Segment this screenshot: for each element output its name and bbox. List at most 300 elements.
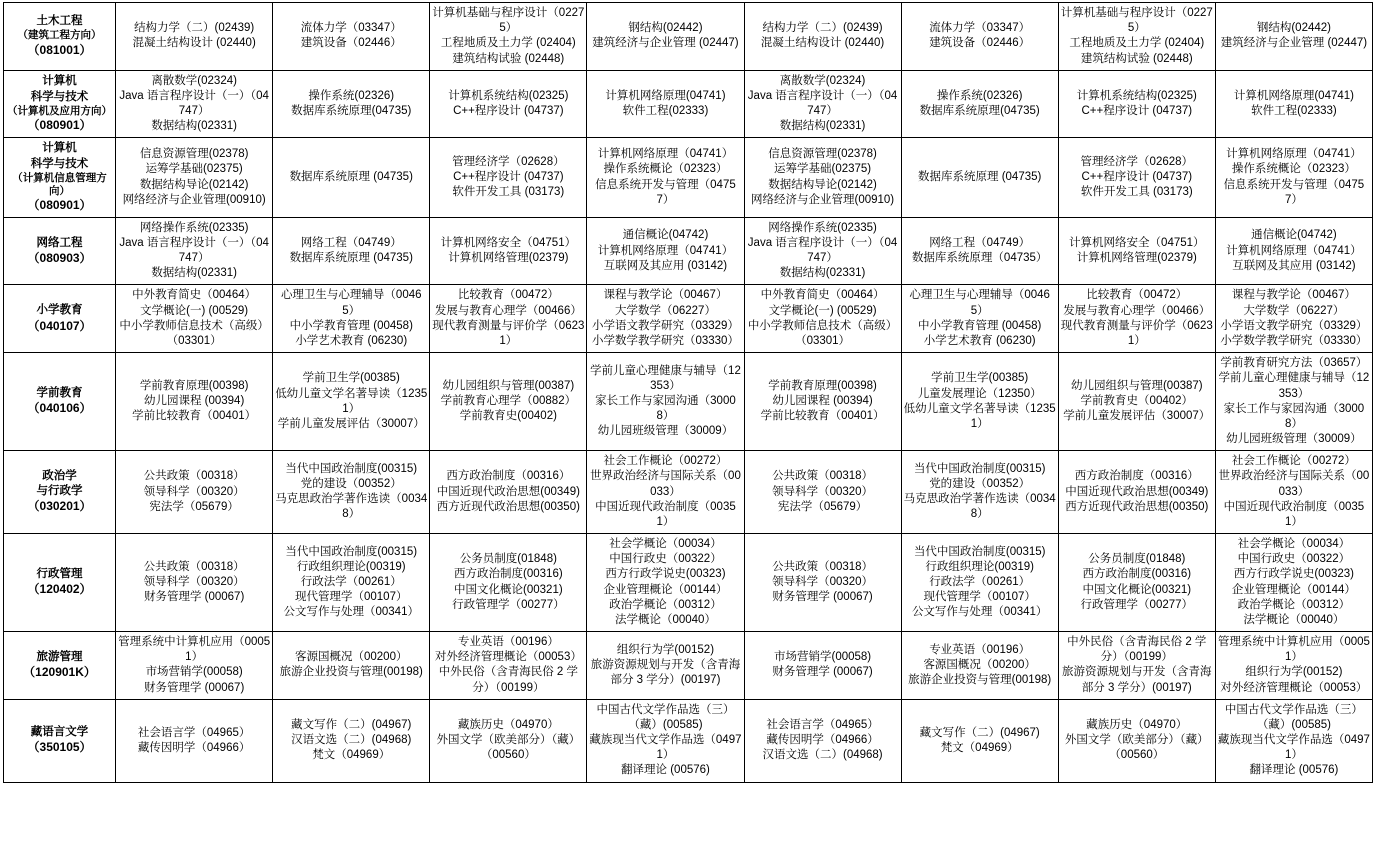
course-entry: 比较教育（00472） [1086,289,1188,302]
course-entry: 翻译理论 (00576) [1249,764,1339,777]
course-cell [116,353,273,451]
course-entry: 管理经济学（02628） [452,155,565,168]
course-entry: 外国文学（欧美部分）（藏）（00560） [1064,734,1209,762]
table-row [4,285,1373,353]
course-entry: 学前卫生学(00385) [931,372,1029,385]
course-cell [744,70,901,138]
course-entry: 学前儿童心理健康与辅导（12353） [590,364,741,392]
course-entry: 梵文（04969） [312,749,391,762]
course-entry: 当代中国政治制度(00315) [285,545,418,558]
course-entry: 专业英语（00196） [929,643,1031,656]
course-entry: 信息资源管理(02378) [768,148,877,161]
course-entry: 宪法学（05679） [149,500,239,513]
course-entry: 藏传因明学（04966） [766,734,879,747]
course-entry: 操作系统概论（02323） [603,163,728,176]
course-entry: 计算机基础与程序设计（02275） [1060,7,1213,35]
course-entry: 建筑经济与企业管理 (02447) [1220,37,1368,50]
course-cell [1215,632,1372,700]
course-entry: 建筑设备（02446） [300,37,402,50]
course-entry: 小学语文教学研究（03329） [1220,319,1368,332]
course-cell [587,138,744,217]
course-entry: 计算机网络原理(04741) [605,89,726,102]
course-entry: 马克思政治学著作选读（00348） [275,493,428,521]
course-entry: 中外民俗（含青海民俗 2 学分）（00199） [1067,636,1207,664]
course-entry: 数据结构导论(02142) [139,178,249,191]
course-entry: 课程与教学论（00467） [603,289,728,302]
course-cell [587,353,744,451]
course-entry: 中国近现代政治制度（00351） [1223,500,1365,528]
course-entry: 软件工程(02333) [622,105,709,118]
major-name-line: 政治学 [42,470,77,483]
course-cell [1058,699,1215,782]
course-entry: 学前儿童发展评估（30007） [277,417,425,430]
course-cell [1215,138,1372,217]
course-cell [587,285,744,353]
course-entry: 旅游资源规划与开发（含青海部分 3 学分）(00197) [590,658,741,687]
course-entry: 互联网及其应用 (03142) [1232,259,1356,272]
course-entry: 中国行政史（00322） [609,553,722,566]
course-entry: 小学艺术教育 (06230) [295,335,408,347]
course-cell [273,699,430,782]
course-entry: 马克思政治学著作选读（00348） [903,493,1056,521]
course-entry: 中国行政史（00322） [1237,553,1351,566]
major-direction-label: （计算机信息管理方向） [12,171,107,197]
course-entry: 管理经济学（02628） [1080,155,1194,168]
course-entry: 当代中国政治制度(00315) [913,462,1046,475]
major-name-line: 土木工程 [36,15,83,28]
course-cell [1058,632,1215,700]
major-name-line: 计算机 [42,142,77,155]
course-entry: 建筑结构试验 (02448) [452,52,565,65]
table-row [4,632,1373,700]
table-row [4,699,1373,782]
course-entry: 中小学教育管理 (00458) [289,319,413,332]
course-cell [744,138,901,217]
course-entry: 法学概论（00040） [1243,613,1345,626]
course-entry: 信息系统开发与管理（04757） [595,178,736,206]
course-entry: 计算机网络原理（04741） [597,244,734,257]
course-entry: 通信概论(04742) [1251,229,1337,242]
course-entry: 计算机网络管理(02379) [1076,252,1197,265]
course-entry: 行政管理学（00277） [1080,598,1194,611]
course-entry: 财务管理学 (00067) [143,591,245,604]
course-entry: 数据结构(02331) [779,120,866,133]
major-name-line: 科学与技术 [30,90,89,103]
course-entry: 计算机网络原理（04741） [597,148,734,161]
course-entry: 梵文（04969） [940,741,1019,754]
course-entry: 网络工程（04749） [929,236,1031,249]
course-cell [587,699,744,782]
major-code: （030201） [27,499,92,514]
course-entry: 法学概论（00040） [614,613,716,626]
major-direction-label: （计算机及应用方向） [7,104,113,117]
course-cell [1215,353,1372,451]
course-cell [1215,534,1372,632]
course-cell [901,217,1058,285]
course-entry: 运筹学基础(02375) [145,163,243,176]
course-cell [430,353,587,451]
course-entry: 世界政治经济与国际关系（00033） [1218,470,1370,498]
course-entry: 党的建设（00352） [929,477,1031,490]
course-entry: 心理卫生与心理辅导（00465） [280,289,422,317]
course-cell [901,353,1058,451]
major-name-line: 藏语言文学 [30,726,89,739]
course-entry: 数据结构(02331) [151,267,237,280]
course-cell [116,138,273,217]
course-cell [901,138,1058,217]
course-entry: 中国近现代政治思想(00349) [436,485,580,498]
course-entry: 钢结构(02442) [1256,22,1331,35]
course-entry: 公务员制度(01848) [459,553,557,566]
course-entry: 学前教育心理学（00882） [440,395,577,408]
course-entry: 政治学概论（00312） [1237,598,1351,611]
course-entry: 信息资源管理(02378) [139,148,249,161]
course-entry: 对外经济管理概论（00053） [1220,681,1368,694]
course-cell [587,217,744,285]
course-entry: 企业管理概论（00144） [1231,583,1356,596]
course-cell [273,353,430,451]
course-entry: 数据结构(02331) [779,267,866,280]
course-cell [273,632,430,700]
course-cell [1058,451,1215,534]
course-entry: 中外民俗（含青海民俗 2 学分）（00199） [438,666,578,694]
course-entry: 计算机网络原理（04741） [1226,244,1362,257]
course-cell [273,285,430,353]
course-entry: 西方近现代政治思想(00350) [1065,500,1209,513]
course-entry: 小学数学教学研究（03330） [1220,335,1368,347]
course-entry: 离散数学(02324) [151,74,237,87]
course-entry: 结构力学（二）(02439) [762,22,883,35]
course-cell [116,3,273,71]
major-name-cell [4,3,116,71]
course-entry: 中国近现代政治制度（00351） [595,500,736,528]
course-entry: 中国古代文学作品选（三）（藏）(00585) [596,703,735,731]
course-entry: 专业英语（00196） [457,636,559,649]
course-cell [744,353,901,451]
course-entry: 中国近现代政治思想(00349) [1065,485,1209,498]
major-name-cell [4,217,116,285]
course-entry: 幼儿园班级管理（30009） [597,425,734,438]
course-entry: 小学数学教学研究（03330） [591,335,739,347]
course-entry: 领导科学（00320） [772,485,874,498]
major-direction-label: （建筑工程方向） [17,29,102,42]
course-entry: 学前比较教育（00401） [760,410,885,423]
major-code: （081001） [27,42,92,57]
course-entry: 组织行为学(00152) [1245,666,1343,679]
course-entry: 藏族历史（04970） [1086,718,1188,731]
course-cell [587,451,744,534]
course-cell [744,632,901,700]
major-name-line: 旅游管理 [36,650,83,663]
major-code: （080901） [27,197,92,212]
course-entry: 客源国概况（00200） [923,658,1036,671]
course-entry: 计算机网络原理（04741） [1226,148,1362,161]
course-entry: 现代管理学（00107） [923,591,1036,604]
course-entry: 公文写作与处理（00341） [283,606,419,619]
course-entry: 社会工作概论（00272） [1231,455,1356,468]
course-entry: 网络经济与企业管理(00910) [122,193,266,206]
course-entry: 流体力学（03347） [300,22,402,35]
major-name-cell [4,138,116,217]
course-cell [430,138,587,217]
course-cell [587,632,744,700]
course-cell [273,217,430,285]
course-entry: C++程序设计 (04737) [453,171,564,183]
major-name-cell [4,285,116,353]
course-entry: 现代教育测量与评价学（06231） [1060,319,1213,347]
course-entry: Java 语言程序设计（一）（04747） [747,89,898,118]
course-entry: 离散数学(02324) [779,74,866,87]
course-entry: 数据库系统原理 (04735) [918,171,1042,183]
course-entry: 行政法学（00261） [929,575,1031,588]
course-cell [744,3,901,71]
course-entry: 学前教育史(00402) [459,410,557,423]
course-cell [1215,285,1372,353]
course-entry: 网络操作系统(02335) [768,221,877,234]
course-cell [116,285,273,353]
major-name-line: 学前教育 [36,387,83,400]
course-entry: 数据结构(02331) [151,120,237,133]
course-entry: 数据库系统原理(04735) [919,105,1040,118]
course-entry: 大学数学（06227） [1243,304,1345,317]
course-entry: 比较教育（00472） [457,289,559,302]
course-entry: 网络工程（04749） [300,236,402,249]
major-name-line: 行政管理 [36,568,83,581]
exam-schedule-table [3,2,1373,783]
course-entry: 建筑结构试验 (02448) [1080,52,1193,65]
course-entry: Java 语言程序设计（一）（04747） [119,89,269,118]
course-cell [901,699,1058,782]
major-code: （040106） [27,401,92,416]
course-entry: 藏族历史（04970） [457,718,559,731]
course-entry: 公共政策（00318） [143,560,245,573]
course-entry: C++程序设计 (04737) [1081,171,1193,183]
course-entry: 计算机系统结构(02325) [448,89,569,102]
course-cell [1058,534,1215,632]
major-name-cell [4,534,116,632]
course-entry: 网络经济与企业管理(00910) [751,193,895,206]
course-entry: 藏文写作（二）(04967) [919,726,1040,739]
major-code: （080903） [27,250,92,265]
course-entry: 现代管理学（00107） [295,591,408,604]
course-cell [901,3,1058,71]
major-name-cell [4,632,116,700]
course-entry: 外国文学（欧美部分）（藏）（00560） [436,734,581,762]
table-row [4,451,1373,534]
course-cell [430,70,587,138]
course-entry: 管理系统中计算机应用（00051） [118,636,271,664]
course-entry: 中外教育简史（00464） [132,289,257,302]
major-code: （120402） [27,582,92,597]
course-cell [1058,353,1215,451]
course-cell [901,534,1058,632]
course-entry: 幼儿园课程 (00394) [772,395,873,408]
course-cell [1058,3,1215,71]
course-entry: 软件开发工具 (03173) [452,186,565,199]
course-entry: 建筑设备（02446） [929,37,1031,50]
major-name-cell [4,70,116,138]
course-entry: 信息系统开发与管理（04757） [1223,178,1365,206]
course-entry: 文学概论(一) (00529) [768,304,877,317]
course-entry: 数据库系统原理 (04735) [289,171,413,183]
course-entry: 领导科学（00320） [143,575,245,588]
course-entry: 家长工作与家园沟通（30008） [595,395,736,423]
course-entry: 儿童发展理论（12350） [917,387,1042,400]
course-entry: 计算机网络原理(04741) [1233,89,1354,102]
course-entry: 藏族现当代文学作品选（04971） [589,734,742,762]
course-cell [1215,70,1372,138]
course-entry: C++程序设计 (04737) [453,105,564,118]
course-entry: 公文写作与处理（00341） [911,606,1048,619]
course-entry: 汉语文选（二）(04968) [291,734,412,747]
course-entry: 计算机基础与程序设计（02275） [432,7,585,35]
course-cell [901,70,1058,138]
exam-schedule-sheet [0,2,1376,844]
course-cell [116,217,273,285]
course-cell [1215,3,1372,71]
course-entry: 中国文化概论(00321) [1082,583,1192,596]
course-cell [273,70,430,138]
course-entry: 互联网及其应用 (03142) [603,259,728,272]
course-cell [901,285,1058,353]
course-entry: 翻译理论 (00576) [621,764,710,777]
course-entry: 发展与教育心理学（00466） [1063,304,1211,317]
course-entry: 汉语文选（二）(04968) [762,749,883,762]
course-entry: 行政组织理论(00319) [296,560,406,573]
course-cell [1215,217,1372,285]
course-cell [116,70,273,138]
course-entry: 低幼儿童文学名著导读（12351） [275,387,428,415]
course-entry: 学前教育史（00402） [1080,395,1194,408]
course-entry: 藏族现当代文学作品选（04971） [1217,734,1370,762]
course-entry: 社会语言学（04965） [137,726,251,739]
course-entry: 家长工作与家园沟通（30008） [1223,402,1365,430]
course-entry: 客源国概况（00200） [295,651,408,664]
course-entry: 流体力学（03347） [929,22,1031,35]
course-entry: 网络操作系统(02335) [139,221,249,234]
course-entry: 运筹学基础(02375) [774,163,872,176]
course-cell [1215,451,1372,534]
course-cell [744,534,901,632]
course-entry: 操作系统(02326) [936,89,1023,102]
course-entry: 领导科学（00320） [143,485,245,498]
major-code: （040107） [27,318,92,333]
course-entry: 行政法学（00261） [300,575,402,588]
course-entry: 财务管理学 (00067) [772,591,873,604]
course-entry: 公务员制度(01848) [1088,553,1186,566]
course-entry: 小学语文教学研究（03329） [591,319,739,332]
course-entry: 世界政治经济与国际关系（00033） [590,470,741,498]
course-cell [116,534,273,632]
course-entry: 学前教育原理(00398) [768,379,877,392]
course-cell [744,451,901,534]
course-cell [1215,699,1372,782]
course-entry: 西方行政学说史(00323) [605,568,726,581]
course-entry: 公共政策（00318） [772,560,874,573]
course-entry: 现代教育测量与评价学（06231） [432,319,585,347]
major-name-cell [4,699,116,782]
major-code: （080901） [27,117,92,132]
major-name-line: 小学教育 [36,304,83,317]
course-entry: 幼儿园组织与管理(00387) [442,379,575,392]
major-code: （120901K） [23,665,96,680]
course-cell [587,534,744,632]
course-cell [430,699,587,782]
course-entry: Java 语言程序设计（一）（04747） [119,236,269,265]
course-entry: 学前教育原理(00398) [139,379,249,392]
course-entry: 数据结构导论(02142) [768,178,877,191]
course-entry: 西方政治制度（00316） [446,470,571,483]
course-entry: 工程地质及土力学 (02404) [1069,37,1205,50]
course-entry: 企业管理概论（00144） [603,583,728,596]
course-entry: 学前教育研究方法（03657） [1220,357,1368,370]
course-entry: 操作系统(02326) [308,89,395,102]
course-entry: 低幼儿童文学名著导读（12351） [903,402,1056,430]
course-entry: 中小学教师信息技术（高级）（03301） [747,319,898,347]
table-row [4,353,1373,451]
course-entry: 西方行政学说史(00323) [1233,568,1354,581]
major-name-cell [4,353,116,451]
table-row [4,70,1373,138]
course-entry: 计算机网络安全（04751） [440,236,577,249]
course-cell [273,451,430,534]
course-entry: 计算机网络管理(02379) [448,252,569,265]
course-entry: 通信概论(04742) [622,229,709,242]
course-entry: 财务管理学 (00067) [772,666,873,679]
course-cell [116,632,273,700]
major-name-line: 计算机 [42,75,77,88]
course-entry: Java 语言程序设计（一）（04747） [747,236,898,265]
major-code: （350105） [27,740,92,755]
course-entry: 行政组织理论(00319) [925,560,1034,573]
course-entry: 幼儿园班级管理（30009） [1226,433,1362,446]
course-entry: 操作系统概论（02323） [1231,163,1356,176]
course-cell [116,699,273,782]
course-entry: 西方近现代政治思想(00350) [436,500,580,513]
course-entry: 数据库系统原理(04735) [291,105,412,118]
course-entry: 幼儿园组织与管理(00387) [1070,379,1203,392]
course-entry: 发展与教育心理学（00466） [434,304,582,317]
course-entry: 数据库系统原理（04735） [911,252,1048,265]
course-entry: 中小学教师信息技术（高级）（03301） [119,319,269,347]
course-entry: 软件工程(02333) [1251,105,1337,118]
course-entry: 市场营销学(00058) [774,651,872,664]
course-entry: 结构力学（二）(02439) [134,22,255,35]
course-entry: 当代中国政治制度(00315) [913,545,1046,558]
major-name-line: 科学与技术 [30,157,89,170]
course-entry: 文学概论(一) (00529) [140,304,249,317]
course-entry: 钢结构(02442) [628,22,703,35]
course-cell [1058,138,1215,217]
course-entry: 计算机网络安全（04751） [1069,236,1205,249]
course-entry: 幼儿园课程 (00394) [143,395,245,408]
course-entry: 学前儿童心理健康与辅导（12353） [1218,372,1370,400]
course-entry: 学前儿童发展评估（30007） [1063,410,1211,423]
course-cell [744,217,901,285]
course-cell [1058,217,1215,285]
course-entry: 小学艺术教育 (06230) [923,335,1036,347]
course-cell [273,3,430,71]
course-entry: 中外教育简史（00464） [760,289,885,302]
course-entry: 西方政治制度（00316） [1074,470,1199,483]
course-cell [273,534,430,632]
major-name-line: 与行政学 [36,485,83,498]
course-entry: 旅游资源规划与开发（含青海部分 3 学分）(00197) [1062,666,1212,694]
course-entry: 学前比较教育（00401） [132,410,257,423]
course-cell [744,285,901,353]
course-cell [430,451,587,534]
major-name-cell [4,451,116,534]
